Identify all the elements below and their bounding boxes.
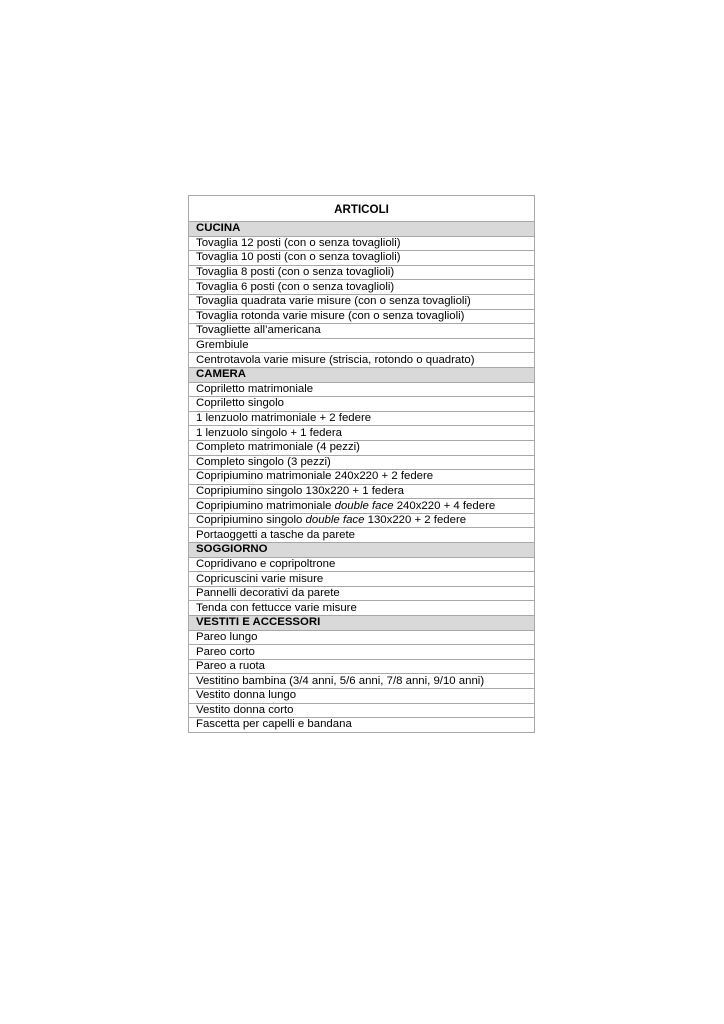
- table-row: [189, 718, 535, 733]
- section-header: CUCINA: [189, 222, 535, 237]
- item-cell: Tovaglia quadrata varie misure (con o senza tovaglioli): [189, 294, 535, 309]
- item-cell: Copripiumino singolo 130x220 + 1 federa: [189, 484, 535, 499]
- table-row: [189, 251, 535, 266]
- item-cell: Copricuscini varie misure: [189, 572, 535, 587]
- item-cell: Pareo corto: [189, 645, 535, 660]
- item-cell: Centrotavola varie misure (striscia, rotondo o quadrato): [189, 353, 535, 368]
- item-cell: Copriletto singolo: [189, 397, 535, 412]
- item-cell: Pannelli decorativi da parete: [189, 586, 535, 601]
- table-row: [189, 455, 535, 470]
- item-cell: Tovaglia 12 posti (con o senza tovaglioli): [189, 236, 535, 251]
- section-header-row: [189, 616, 535, 631]
- table-row: [189, 630, 535, 645]
- table-title-row: [189, 196, 535, 222]
- item-cell: Pareo lungo: [189, 630, 535, 645]
- table-row: [189, 353, 535, 368]
- item-text-before: Copripiumino matrimoniale: [196, 499, 335, 512]
- item-cell: Portaoggetti a tasche da parete: [189, 528, 535, 543]
- table-row: [189, 659, 535, 674]
- item-cell: Tovaglia 8 posti (con o senza tovaglioli): [189, 265, 535, 280]
- item-cell: 1 lenzuolo matrimoniale + 2 federe: [189, 411, 535, 426]
- table-row: [189, 689, 535, 704]
- item-cell: Tovaglia 10 posti (con o senza tovaglioli): [189, 251, 535, 266]
- table-title: ARTICOLI: [189, 196, 535, 222]
- item-cell: Copridivano e copripoltrone: [189, 557, 535, 572]
- table-row: [189, 572, 535, 587]
- table-row: [189, 586, 535, 601]
- articles-table-body: [189, 196, 535, 733]
- item-cell: Tovaglia rotonda varie misure (con o senza tovaglioli): [189, 309, 535, 324]
- item-cell: Vestito donna lungo: [189, 689, 535, 704]
- item-cell: Copriletto matrimoniale: [189, 382, 535, 397]
- item-cell: Pareo a ruota: [189, 659, 535, 674]
- item-cell: Fascetta per capelli e bandana: [189, 718, 535, 733]
- item-text-italic: double face: [334, 499, 394, 512]
- table-row: [189, 703, 535, 718]
- section-header-row: [189, 367, 535, 382]
- table-row: [189, 338, 535, 353]
- section-header-row: [189, 543, 535, 558]
- table-row: [189, 440, 535, 455]
- item-text-italic: double face: [305, 514, 365, 527]
- table-row: [189, 397, 535, 412]
- table-row: [189, 513, 535, 528]
- item-cell: Vestito donna corto: [189, 703, 535, 718]
- item-cell: 1 lenzuolo singolo + 1 federa: [189, 426, 535, 441]
- table-row: [189, 294, 535, 309]
- item-text-after: 240x220 + 4 federe: [393, 499, 496, 512]
- table-row: [189, 499, 535, 514]
- table-row: [189, 236, 535, 251]
- articles-table: [188, 195, 535, 733]
- item-cell: Completo singolo (3 pezzi): [189, 455, 535, 470]
- item-text-after: 130x220 + 2 federe: [364, 514, 467, 527]
- item-cell: [189, 513, 535, 528]
- item-cell: Grembiule: [189, 338, 535, 353]
- table-row: [189, 411, 535, 426]
- section-header: VESTITI E ACCESSORI: [189, 616, 535, 631]
- table-row: [189, 470, 535, 485]
- table-row: [189, 557, 535, 572]
- table-row: [189, 426, 535, 441]
- table-row: [189, 528, 535, 543]
- table-row: [189, 674, 535, 689]
- table-row: [189, 280, 535, 295]
- table-row: [189, 265, 535, 280]
- item-cell: Tenda con fettucce varie misure: [189, 601, 535, 616]
- item-cell: Copripiumino matrimoniale 240x220 + 2 federe: [189, 470, 535, 485]
- section-header: SOGGIORNO: [189, 543, 535, 558]
- section-header-row: [189, 222, 535, 237]
- item-cell: Tovaglia 6 posti (con o senza tovaglioli): [189, 280, 535, 295]
- table-row: [189, 382, 535, 397]
- table-row: [189, 601, 535, 616]
- item-cell: Tovagliette all’americana: [189, 324, 535, 339]
- table-row: [189, 484, 535, 499]
- item-text-before: Copripiumino singolo: [196, 514, 306, 527]
- table-row: [189, 645, 535, 660]
- item-cell: [189, 499, 535, 514]
- table-row: [189, 324, 535, 339]
- item-cell: Vestitino bambina (3/4 anni, 5/6 anni, 7/8 anni, 9/10 anni): [189, 674, 535, 689]
- item-cell: Completo matrimoniale (4 pezzi): [189, 440, 535, 455]
- table-row: [189, 309, 535, 324]
- section-header: CAMERA: [189, 367, 535, 382]
